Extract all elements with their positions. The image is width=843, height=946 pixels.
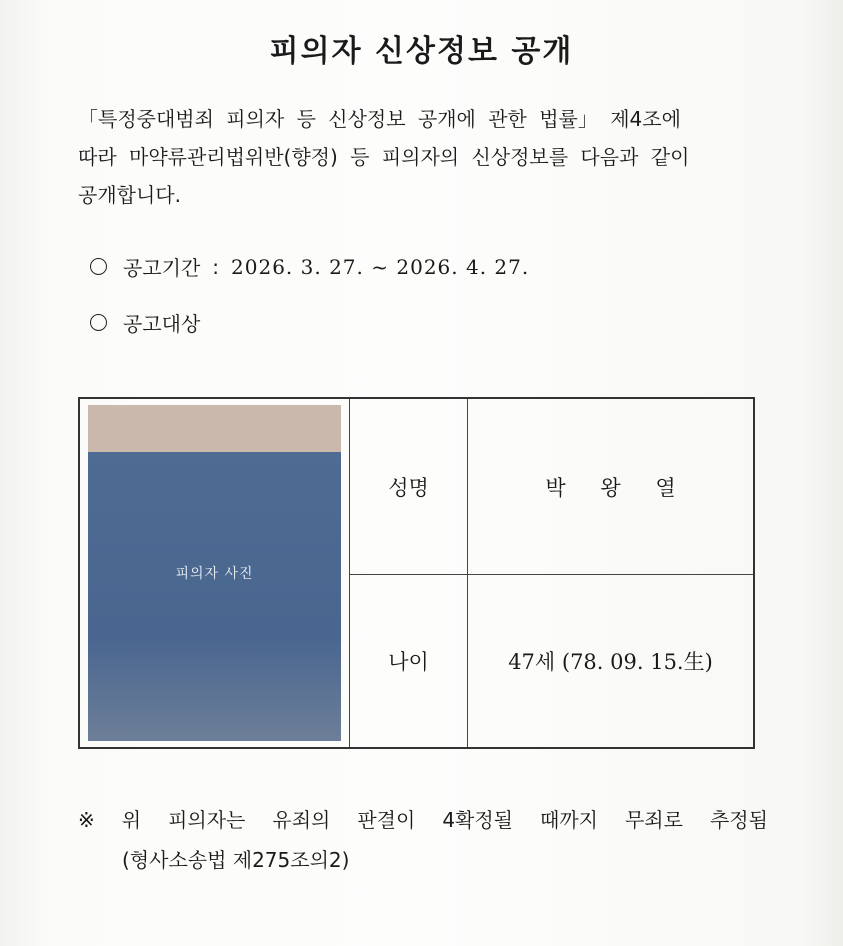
notice-target-label: 공고대상 <box>123 312 201 336</box>
name-value: 박 왕 열 <box>545 475 690 500</box>
suspect-photo-placeholder <box>88 405 341 741</box>
photo-cell <box>80 399 350 747</box>
notice-word: 판결이 <box>357 808 416 832</box>
age-label-cell <box>350 575 468 747</box>
notice-target-item <box>90 308 200 337</box>
intro-line: 「특정중대범죄 피의자 등 신상정보 공개에 관한 법률」 제4조에 <box>78 107 681 131</box>
intro-line: 공개합니다. <box>78 183 181 207</box>
presumption-of-innocence-notice <box>78 800 768 880</box>
age-value: 47세 (78. 09. 15.生) <box>508 650 713 674</box>
notice-line-1 <box>78 800 768 840</box>
age-value-cell <box>468 575 753 747</box>
notice-word: 피의자는 <box>168 808 246 832</box>
separator: : <box>212 254 220 279</box>
name-label-cell <box>350 399 468 575</box>
suspect-info-table <box>78 397 755 749</box>
intro-line: 따라 마약류관리법위반(향정) 등 피의자의 신상정보를 다음과 같이 <box>78 145 690 169</box>
age-label: 나이 <box>388 650 429 674</box>
circle-bullet-icon <box>90 258 107 275</box>
circle-bullet-icon <box>90 314 107 331</box>
intro-paragraph <box>78 100 768 214</box>
notice-line-2: (형사소송법 제275조의2) <box>122 848 350 872</box>
notice-word: 때까지 <box>540 808 598 832</box>
page-title: 피의자 신상정보 공개 <box>269 34 574 69</box>
photo-alt-text: 피의자 사진 <box>175 566 254 582</box>
notice-word: 4확정될 <box>442 808 513 832</box>
notice-period-label: 공고기간 <box>123 256 201 280</box>
name-value-cell <box>468 399 753 575</box>
notice-word: 추정됨 <box>709 808 768 832</box>
name-label: 성명 <box>388 475 429 500</box>
notice-word: 무죄로 <box>624 808 683 832</box>
notice-period-value: 2026. 3. 27. ~ 2026. 4. 27. <box>231 254 530 279</box>
notice-period-item <box>90 252 529 281</box>
reference-mark-icon: ※ <box>78 808 95 832</box>
notice-word: 위 <box>121 808 142 832</box>
notice-word: 유죄의 <box>272 808 331 832</box>
